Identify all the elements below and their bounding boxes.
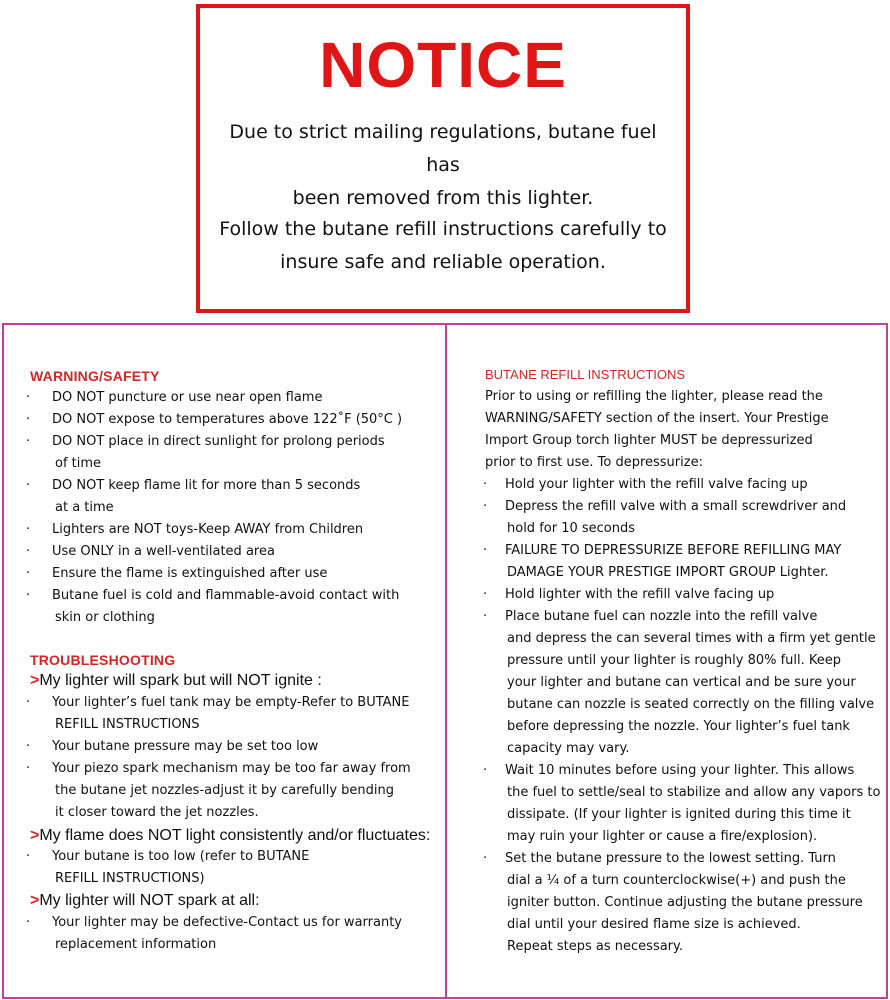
list-item-line: Depress the refill valve with a small screwdriver and — [505, 499, 847, 514]
list-item-line: dial a ¼ of a turn counterclockwise(+) and push the — [507, 873, 846, 888]
list-item-line: Repeat steps as necessary. — [507, 939, 684, 954]
list-item-line: Lighters are NOT toys-Keep AWAY from Children — [52, 522, 364, 537]
bullet-icon: · — [26, 915, 31, 930]
bullet-icon: · — [26, 566, 31, 581]
refill-intro-line: prior to first use. To depressurize: — [485, 455, 703, 470]
list-item-line: REFILL INSTRUCTIONS — [55, 717, 200, 732]
list-item-line: capacity may vary. — [507, 741, 630, 756]
list-item-line: hold for 10 seconds — [507, 521, 636, 536]
problem-text: My flame does NOT light consistently and/or fluctuates: — [39, 827, 431, 844]
bullet-icon: · — [483, 763, 488, 778]
bullet-icon: · — [483, 587, 488, 602]
list-item-line: DO NOT keep flame lit for more than 5 seconds — [52, 478, 361, 493]
refill-intro-line: WARNING/SAFETY section of the insert. Your Prestige — [485, 411, 829, 426]
list-item-line: dissipate. (If your lighter is ignited during this time it — [507, 807, 851, 822]
notice-paragraph-2-line: insure safe and reliable operation. — [280, 251, 606, 273]
list-item-line: Wait 10 minutes before using your lighter. This allows — [505, 763, 855, 778]
notice-paragraph-2 — [210, 213, 676, 279]
bullet-icon: · — [483, 499, 488, 514]
warning-heading: WARNING/SAFETY — [30, 368, 160, 384]
troubleshooting-heading: TROUBLESHOOTING — [30, 652, 176, 668]
list-item-line: butane can nozzle is seated correctly on the filling valve — [507, 697, 875, 712]
bullet-icon: · — [483, 477, 488, 492]
list-item-line: and depress the can several times with a firm yet gentle — [507, 631, 876, 646]
list-item-line: DO NOT expose to temperatures above 122˚F (50°C ) — [52, 412, 403, 427]
notice-paragraph-1 — [210, 116, 676, 215]
problem-title — [30, 671, 322, 691]
list-item-line: Butane fuel is cold and flammable-avoid contact with — [52, 588, 400, 603]
list-item-line: Hold lighter with the refill valve facing up — [505, 587, 775, 602]
list-item-line: pressure until your lighter is roughly 80% full. Keep — [507, 653, 842, 668]
list-item-line: your lighter and butane can vertical and be sure your — [507, 675, 856, 690]
marker-icon: > — [30, 672, 40, 689]
list-item-line: Place butane fuel can nozzle into the refill valve — [505, 609, 818, 624]
problem-title — [30, 826, 430, 846]
problem-title — [30, 891, 260, 911]
list-item-line: Your lighter may be defective-Contact us for warranty — [52, 915, 402, 930]
list-item-line: replacement information — [55, 937, 217, 952]
notice-paragraph-1-line: been removed from this lighter. — [292, 187, 594, 209]
bullet-icon: · — [26, 544, 31, 559]
list-item-line: Your butane pressure may be set too low — [52, 739, 319, 754]
list-item-line: dial until your desired flame size is achieved. — [507, 917, 801, 932]
list-item-line: Hold your lighter with the refill valve facing up — [505, 477, 808, 492]
bullet-icon: · — [26, 434, 31, 449]
list-item-line: Ensure the flame is extinguished after use — [52, 566, 328, 581]
bullet-icon: · — [483, 609, 488, 624]
list-item-line: of time — [55, 456, 102, 471]
list-item-line: FAILURE TO DEPRESSURIZE BEFORE REFILLING MAY — [505, 543, 842, 558]
bullet-icon: · — [483, 851, 488, 866]
list-item-line: Your butane is too low (refer to BUTANE — [52, 849, 310, 864]
bullet-icon: · — [26, 761, 31, 776]
notice-paragraph-1-line: Due to strict mailing regulations, butane fuel has — [229, 121, 657, 176]
list-item-line: the fuel to settle/seal to stabilize and allow any vapors to — [507, 785, 881, 800]
list-item-line: REFILL INSTRUCTIONS) — [55, 871, 205, 886]
list-item-line: the butane jet nozzles-adjust it by carefully bending — [55, 783, 395, 798]
bullet-icon: · — [26, 522, 31, 537]
column-divider — [445, 325, 447, 997]
list-item-line: Your piezo spark mechanism may be too far away from — [52, 761, 411, 776]
list-item-line: skin or clothing — [55, 610, 155, 625]
bullet-icon: · — [483, 543, 488, 558]
refill-intro-line: Import Group torch lighter MUST be depressurized — [485, 433, 813, 448]
problem-text: My lighter will NOT spark at all: — [39, 892, 260, 909]
marker-icon: > — [30, 827, 40, 844]
problem-text: My lighter will spark but will NOT ignite : — [39, 672, 322, 689]
list-item-line: Use ONLY in a well-ventilated area — [52, 544, 275, 559]
bullet-icon: · — [26, 695, 31, 710]
bullet-icon: · — [26, 390, 31, 405]
bullet-icon: · — [26, 849, 31, 864]
refill-intro-line: Prior to using or refilling the lighter, please read the — [485, 389, 823, 404]
list-item-line: it closer toward the jet nozzles. — [55, 805, 259, 820]
notice-box — [196, 4, 690, 313]
bullet-icon: · — [26, 412, 31, 427]
notice-paragraph-2-line: Follow the butane refill instructions carefully to — [219, 218, 667, 240]
list-item-line: Set the butane pressure to the lowest setting. Turn — [505, 851, 836, 866]
bullet-icon: · — [26, 739, 31, 754]
notice-title: NOTICE — [319, 29, 567, 101]
bullet-icon: · — [26, 478, 31, 493]
refill-heading: BUTANE REFILL INSTRUCTIONS — [485, 367, 686, 382]
list-item-line: DO NOT place in direct sunlight for prolong periods — [52, 434, 385, 449]
bullet-icon: · — [26, 588, 31, 603]
list-item-line: igniter button. Continue adjusting the butane pressure — [507, 895, 863, 910]
list-item-line: may ruin your lighter or cause a fire/explosion). — [507, 829, 818, 844]
list-item-line: before depressing the nozzle. Your lighter’s fuel tank — [507, 719, 850, 734]
list-item-line: Your lighter’s fuel tank may be empty-Refer to BUTANE — [52, 695, 410, 710]
instructions-frame — [2, 323, 888, 999]
marker-icon: > — [30, 892, 40, 909]
list-item-line: at a time — [55, 500, 114, 515]
list-item-line: DAMAGE YOUR PRESTIGE IMPORT GROUP Lighter. — [507, 565, 829, 580]
list-item-line: DO NOT puncture or use near open flame — [52, 390, 323, 405]
